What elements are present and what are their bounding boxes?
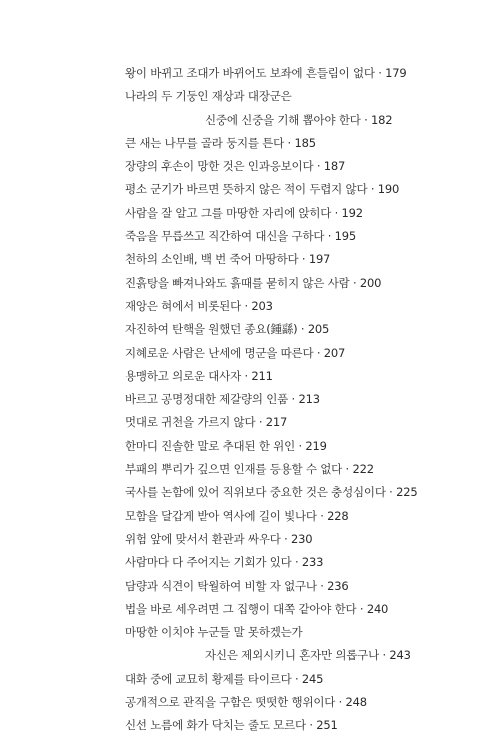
toc-entry: 재앙은 혀에서 비롯된다 · 203 xyxy=(125,298,273,313)
toc-entry: 천하의 소인배, 백 번 죽어 마땅하다 · 197 xyxy=(125,252,331,267)
toc-entry: 대화 중에 교묘히 황제를 타이르다 · 245 xyxy=(125,671,324,686)
toc-entry: 사람을 잘 알고 그를 마땅한 자리에 앉히다 · 192 xyxy=(125,205,363,220)
toc-entry: 신중에 신중을 기해 뽑아야 한다 · 182 xyxy=(205,112,393,127)
toc-entry: 한마디 진솔한 말로 추대된 한 위인 · 219 xyxy=(125,438,327,453)
toc-entry: 죽음을 무릅쓰고 직간하여 대신을 구하다 · 195 xyxy=(125,229,356,244)
toc-entry: 자신은 제외시키니 혼자만 의롭구나 · 243 xyxy=(205,648,411,663)
toc-entry: 평소 군기가 바르면 뜻하지 않은 적이 두렵지 않다 · 190 xyxy=(125,182,400,197)
toc-entry: 위험 앞에 맞서서 환관과 싸우다 · 230 xyxy=(125,531,313,546)
toc-entry: 공개적으로 관직을 구함은 떳떳한 행위이다 · 248 xyxy=(125,695,367,710)
toc-entry: 장량의 후손이 망한 것은 인과응보이다 · 187 xyxy=(125,159,346,174)
toc-entry: 진흙탕을 빠져나와도 흙때를 묻히지 않은 사람 · 200 xyxy=(125,275,382,290)
toc-entry: 신선 노름에 화가 닥치는 줄도 모르다 · 251 xyxy=(125,718,338,733)
toc-entry: 바르고 공명정대한 제갈량의 인품 · 213 xyxy=(125,392,320,407)
toc-entry: 사람마다 다 주어지는 기회가 있다 · 233 xyxy=(125,555,324,570)
table-of-contents xyxy=(125,62,495,738)
toc-entry: 큰 새는 나무를 골라 둥지를 튼다 · 185 xyxy=(125,135,316,150)
toc-entry: 용맹하고 의로운 대사자 · 211 xyxy=(125,368,273,383)
toc-entry: 법을 바로 세우려면 그 집행이 대쪽 같아야 한다 · 240 xyxy=(125,601,389,616)
toc-entry: 담량과 식견이 탁월하여 비할 자 없구나 · 236 xyxy=(125,578,349,593)
toc-entry: 왕이 바뀌고 조대가 바뀌어도 보좌에 흔들림이 없다 · 179 xyxy=(125,66,407,80)
toc-entry: 지혜로운 사람은 난세에 명군을 따른다 · 207 xyxy=(125,345,346,360)
toc-entry: 마땅한 이치야 누군들 말 못하겠는가 xyxy=(125,625,303,640)
toc-entry: 부패의 뿌리가 깊으면 인재를 등용할 수 없다 · 222 xyxy=(125,462,374,477)
toc-entry: 모함을 달갑게 받아 역사에 길이 빛나다 · 228 xyxy=(125,508,349,523)
toc-entry: 멋대로 귀천을 가르지 않다 · 217 xyxy=(125,415,288,430)
toc-entry: 국사를 논함에 있어 직위보다 중요한 것은 충성심이다 · 225 xyxy=(125,485,418,500)
toc-entry: 자진하여 탄핵을 원했던 종요(鍾繇) · 205 xyxy=(125,322,330,337)
toc-entry: 나라의 두 기둥인 재상과 대장군은 xyxy=(125,89,292,104)
